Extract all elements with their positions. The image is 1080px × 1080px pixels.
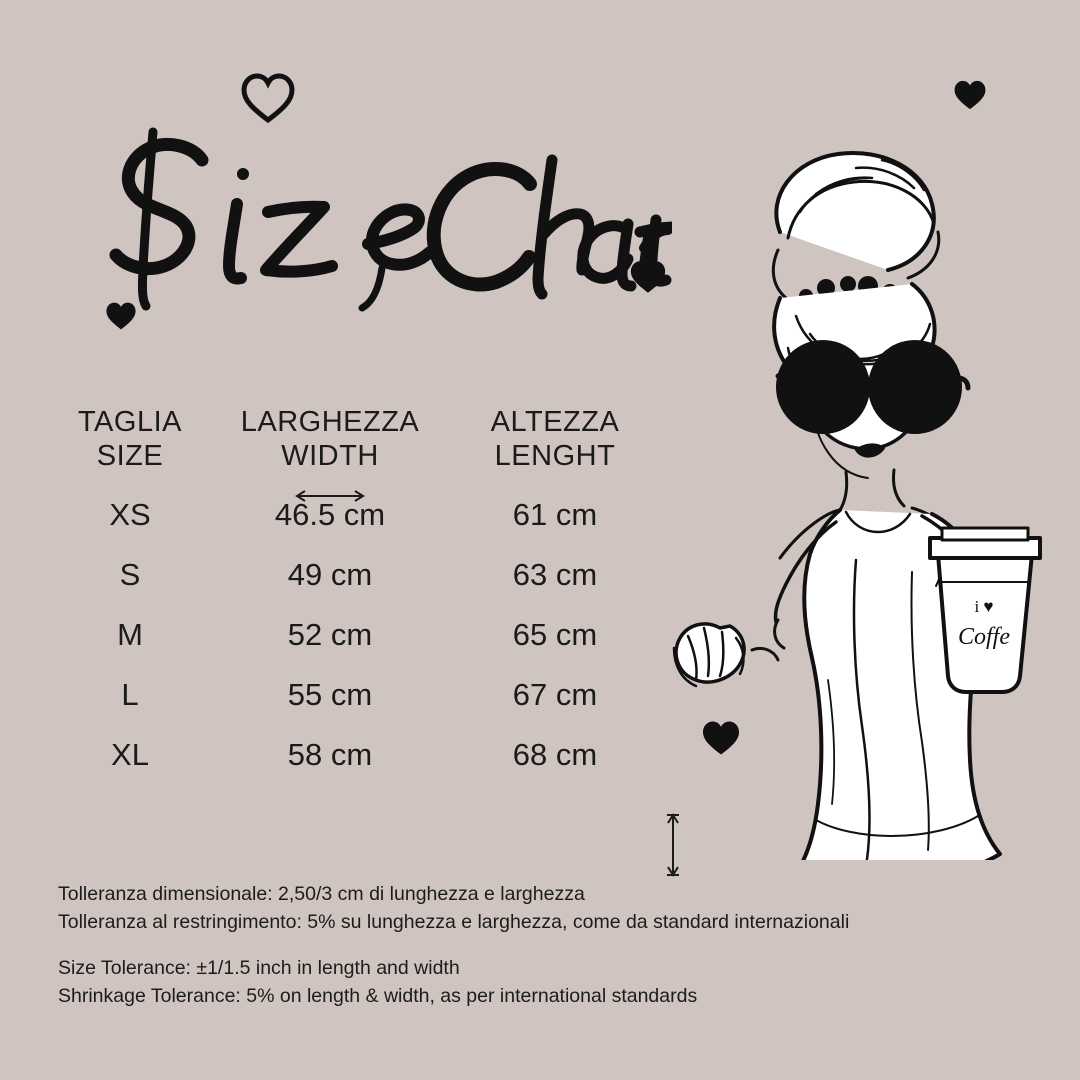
heart-icon	[104, 300, 138, 332]
cell-length: 63 cm	[512, 557, 598, 592]
table-row	[40, 665, 680, 725]
column-header-width	[220, 405, 440, 491]
heart-icon	[240, 72, 296, 124]
cell-width: 55 cm	[287, 677, 373, 712]
cell-size: XL	[111, 737, 149, 772]
table-row	[40, 545, 680, 605]
table-row	[40, 605, 680, 665]
cell-width: 52 cm	[287, 617, 373, 652]
page-title	[52, 108, 672, 318]
fashion-girl-illustration	[660, 120, 1060, 860]
column-header-length-it: ALTEZZA	[490, 406, 620, 438]
column-header-length	[440, 405, 670, 473]
table-row	[40, 485, 680, 545]
column-header-size	[40, 405, 220, 473]
tolerance-notes	[58, 880, 958, 1010]
cell-size: XS	[109, 497, 151, 532]
table-row	[40, 725, 680, 785]
cell-width: 49 cm	[287, 557, 373, 592]
cell-size: S	[119, 557, 141, 592]
cell-length: 65 cm	[512, 617, 598, 652]
cup-text-line-1: i ♥	[974, 597, 994, 616]
cell-length: 68 cm	[512, 737, 598, 772]
size-table	[40, 405, 680, 785]
cell-width: 46.5 cm	[274, 497, 386, 532]
note-it-line-2: Tolleranza al restringimento: 5% su lunghezza e larghezza, come da standard internazionali	[58, 911, 850, 933]
column-header-length-en: LENGHT	[494, 440, 616, 472]
cell-size: L	[121, 677, 139, 712]
cell-length: 61 cm	[512, 497, 598, 532]
note-en-line-2: Shrinkage Tolerance: 5% on length & width, as per international standards	[58, 985, 698, 1007]
column-header-width-it: LARGHEZZA	[240, 406, 420, 438]
heart-icon	[952, 78, 988, 112]
cell-size: M	[117, 617, 143, 652]
column-header-size-en: SIZE	[96, 440, 164, 472]
column-header-width-en: WIDTH	[281, 440, 379, 472]
notes-spacer	[58, 936, 958, 954]
cell-width: 58 cm	[287, 737, 373, 772]
table-header-row	[40, 405, 680, 485]
cell-length: 67 cm	[512, 677, 598, 712]
cup-text-line-2: Coffe	[958, 624, 1010, 650]
note-en-line-1: Size Tolerance: ±1/1.5 inch in length and width	[58, 957, 460, 979]
note-it-line-1: Tolleranza dimensionale: 2,50/3 cm di lunghezza e larghezza	[58, 883, 585, 905]
column-header-size-it: TAGLIA	[78, 406, 182, 438]
